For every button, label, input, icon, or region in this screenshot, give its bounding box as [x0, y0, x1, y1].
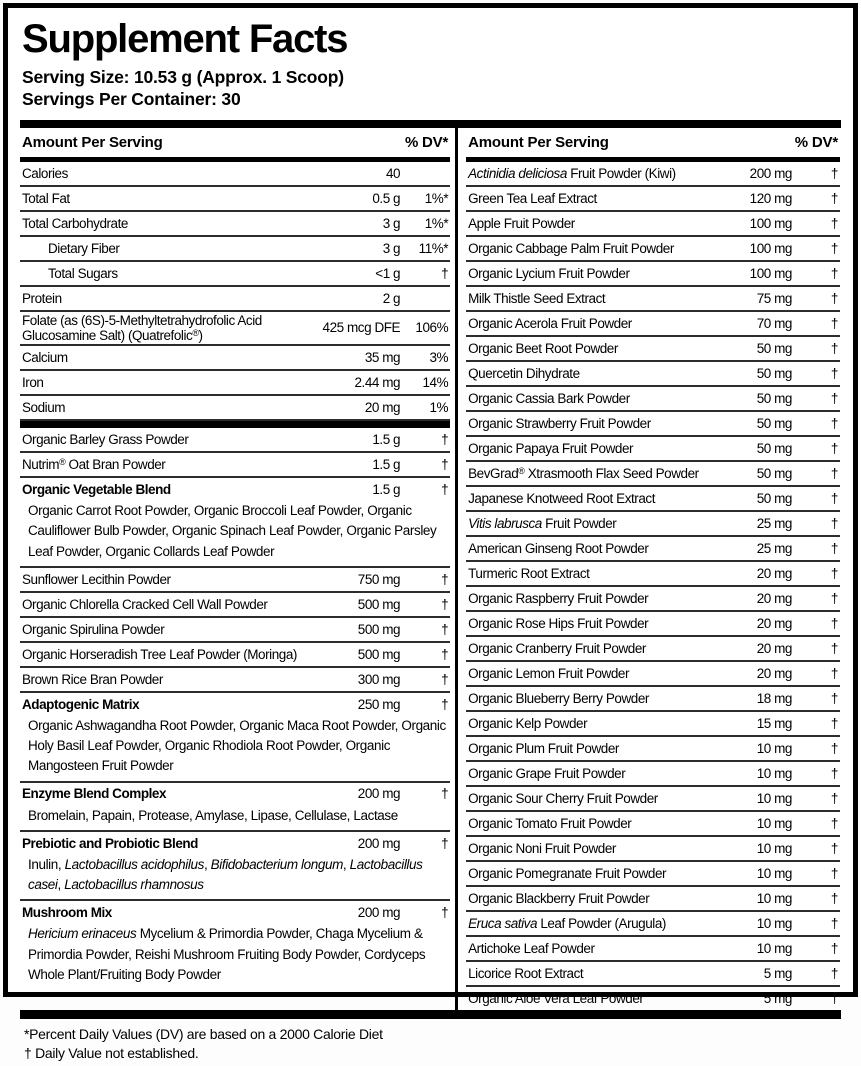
ingredient-name: Folate (as (6S)-5-Methyltetrahydrofolic Acid Glucosamine Salt) (Quatrefolic®): [22, 312, 262, 343]
ingredient-row: [466, 787, 840, 812]
ingredient-row: [466, 737, 840, 762]
ingredient-name: Brown Rice Bran Powder: [22, 671, 163, 687]
ingredient-dv: †: [830, 865, 838, 881]
ingredient-amount: 200 mg: [357, 835, 401, 851]
ingredient-dv: †: [830, 340, 838, 356]
servings-per-container-line: Servings Per Container: 30: [22, 89, 241, 110]
ingredient-row: [20, 187, 450, 212]
ingredient-name: Organic Beet Root Powder: [468, 340, 618, 356]
ingredient-row: [20, 693, 450, 783]
footnote-dv-note: *Percent Daily Values (DV) are based on a 2000 Calorie Diet: [24, 1025, 383, 1042]
ingredient-row: [20, 262, 450, 287]
ingredient-amount: 10 mg: [756, 815, 792, 831]
ingredient-amount: 35 mg: [364, 349, 401, 365]
ingredient-row: [20, 312, 450, 346]
ingredient-dv: †: [830, 890, 838, 906]
ingredient-amount: 3 g: [382, 215, 401, 231]
ingredient-row: [466, 537, 840, 562]
ingredient-name: Organic Vegetable Blend: [22, 481, 171, 497]
dv-header-label: % DV*: [794, 133, 838, 151]
ingredient-amount: 40: [386, 165, 401, 181]
ingredient-name: Actinidia deliciosa Fruit Powder (Kiwi): [468, 165, 676, 181]
ingredient-amount: 18 mg: [756, 690, 792, 706]
ingredient-amount: 5 mg: [763, 990, 792, 1006]
ingredient-name: Protein: [22, 290, 62, 306]
ingredient-dv: †: [441, 835, 449, 851]
ingredient-amount: 10 mg: [756, 890, 792, 906]
ingredient-row: [466, 487, 840, 512]
ingredient-dv: †: [830, 940, 838, 956]
ingredient-name: Dietary Fiber: [48, 240, 120, 256]
ingredient-name: Adaptogenic Matrix: [22, 696, 140, 712]
ingredient-row: [466, 637, 840, 662]
left-column-rows: [20, 162, 450, 989]
ingredient-amount: 3 g: [382, 240, 401, 256]
ingredient-row: [20, 618, 450, 643]
ingredient-dv: †: [441, 621, 449, 637]
ingredient-row: [20, 453, 450, 478]
ingredient-row: [20, 593, 450, 618]
ingredient-row: [466, 912, 840, 937]
ingredient-dv: †: [830, 390, 838, 406]
ingredient-dv: †: [830, 815, 838, 831]
ingredient-name: Organic Chlorella Cracked Cell Wall Powder: [22, 596, 268, 612]
ingredient-name: Organic Blueberry Berry Powder: [468, 690, 649, 706]
right-column: [455, 128, 841, 1010]
right-column-header: [466, 128, 840, 162]
ingredient-row: [20, 783, 450, 832]
ingredient-dv: †: [830, 740, 838, 756]
ingredient-dv: †: [441, 456, 449, 472]
ingredient-name: Prebiotic and Probiotic Blend: [22, 835, 198, 851]
supplement-label: [3, 3, 858, 1062]
ingredient-row: [466, 262, 840, 287]
ingredient-row: [466, 387, 840, 412]
ingredient-amount: 50 mg: [756, 440, 792, 456]
ingredient-dv: †: [830, 465, 838, 481]
ingredient-dv: †: [830, 540, 838, 556]
ingredient-dv: †: [830, 840, 838, 856]
amount-per-serving-label: Amount Per Serving: [22, 133, 163, 151]
ingredient-name: Calories: [22, 165, 68, 181]
ingredient-name: Organic Raspberry Fruit Powder: [468, 590, 649, 606]
ingredient-dv: †: [830, 990, 838, 1006]
ingredient-name: Eruca sativa Leaf Powder (Arugula): [468, 915, 666, 931]
ingredient-dv: †: [830, 590, 838, 606]
footnote-dagger-note: † Daily Value not established.: [24, 1045, 199, 1062]
ingredient-row: [20, 237, 450, 262]
ingredient-row: [466, 337, 840, 362]
ingredient-dv: 1%*: [424, 190, 449, 206]
facts-table: [20, 120, 841, 1010]
ingredient-row: [466, 887, 840, 912]
ingredient-name: Organic Tomato Fruit Powder: [468, 815, 632, 831]
ingredient-amount: 50 mg: [756, 390, 792, 406]
ingredient-dv: †: [441, 431, 449, 447]
ingredient-row: [20, 346, 450, 371]
ingredient-amount: 5 mg: [763, 965, 792, 981]
ingredient-dv: 1%*: [424, 215, 449, 231]
ingredient-dv: †: [830, 640, 838, 656]
ingredient-name: Organic Spirulina Powder: [22, 621, 165, 637]
ingredient-name: Nutrim® Oat Bran Powder: [22, 456, 166, 472]
ingredient-name: Green Tea Leaf Extract: [468, 190, 597, 206]
ingredient-dv: 3%: [429, 349, 449, 365]
ingredient-name: Organic Strawberry Fruit Powder: [468, 415, 651, 431]
ingredient-name: Organic Kelp Powder: [468, 715, 588, 731]
ingredient-dv: †: [830, 415, 838, 431]
ingredient-dv: †: [830, 965, 838, 981]
ingredient-row: [20, 371, 450, 396]
ingredient-amount: 2.44 mg: [354, 374, 401, 390]
ingredient-dv: 1%: [429, 399, 449, 415]
ingredient-dv: †: [830, 665, 838, 681]
blend-ingredients: Organic Ashwagandha Root Powder, Organic Maca Root Powder, Organic Holy Basil Leaf Powder, Organic Rhodiola Root Powder, Organic Mangosteen Fruit Powder: [28, 717, 446, 774]
ingredient-row: [20, 901, 450, 989]
ingredient-amount: 500 mg: [357, 596, 401, 612]
ingredient-row: [466, 762, 840, 787]
ingredient-amount: 50 mg: [756, 465, 792, 481]
ingredient-row: [20, 421, 450, 453]
ingredient-row: [20, 668, 450, 693]
ingredient-name: Organic Lycium Fruit Powder: [468, 265, 630, 281]
ingredient-dv: 106%: [415, 320, 449, 336]
ingredient-amount: 20 mg: [756, 565, 792, 581]
ingredient-dv: †: [441, 905, 449, 921]
ingredient-name: Organic Noni Fruit Powder: [468, 840, 616, 856]
ingredient-row: [466, 237, 840, 262]
ingredient-row: [466, 712, 840, 737]
ingredient-row: [20, 212, 450, 237]
ingredient-name: Organic Acerola Fruit Powder: [468, 315, 632, 331]
ingredient-name: Apple Fruit Powder: [468, 215, 575, 231]
ingredient-amount: 50 mg: [756, 415, 792, 431]
ingredient-row: [466, 987, 840, 1010]
ingredient-name: Sunflower Lecithin Powder: [22, 571, 171, 587]
ingredient-row: [466, 562, 840, 587]
ingredient-dv: 11%*: [418, 240, 449, 256]
ingredient-name: BevGrad® Xtrasmooth Flax Seed Powder: [468, 465, 699, 481]
ingredient-dv: †: [830, 190, 838, 206]
ingredient-row: [466, 212, 840, 237]
ingredient-amount: 50 mg: [756, 340, 792, 356]
ingredient-row: [20, 287, 450, 312]
ingredient-dv: †: [830, 315, 838, 331]
ingredient-amount: 20 mg: [756, 615, 792, 631]
ingredient-dv: †: [830, 790, 838, 806]
ingredient-row: [466, 962, 840, 987]
ingredient-amount: 500 mg: [357, 621, 401, 637]
ingredient-amount: 50 mg: [756, 490, 792, 506]
ingredient-name: Quercetin Dihydrate: [468, 365, 580, 381]
blend-ingredients: Organic Carrot Root Powder, Organic Broccoli Leaf Powder, Organic Cauliflower Bulb Powder, Organic Spinach Leaf Powder, Organic Parsley Leaf Powder, Organic Collards Leaf Powder: [28, 503, 437, 559]
ingredient-name: Milk Thistle Seed Extract: [468, 290, 606, 306]
page-title: Supplement Facts: [22, 17, 348, 61]
ingredient-name: Organic Pomegranate Fruit Powder: [468, 865, 667, 881]
ingredient-amount: 20 mg: [756, 640, 792, 656]
ingredient-name: Artichoke Leaf Powder: [468, 940, 595, 956]
ingredient-amount: 10 mg: [756, 765, 792, 781]
ingredient-row: [466, 512, 840, 537]
ingredient-dv: †: [441, 571, 449, 587]
ingredient-name: Organic Plum Fruit Powder: [468, 740, 619, 756]
ingredient-row: [466, 437, 840, 462]
ingredient-dv: †: [441, 646, 449, 662]
ingredient-amount: 50 mg: [756, 365, 792, 381]
ingredient-dv: †: [441, 696, 449, 712]
ingredient-row: [466, 312, 840, 337]
ingredient-name: Organic Sour Cherry Fruit Powder: [468, 790, 658, 806]
ingredient-row: [466, 587, 840, 612]
ingredient-amount: 20 mg: [756, 665, 792, 681]
ingredient-amount: 1.5 g: [372, 481, 401, 497]
ingredient-row: [466, 937, 840, 962]
ingredient-amount: 10 mg: [756, 915, 792, 931]
left-column: [20, 128, 455, 1010]
ingredient-amount: 100 mg: [749, 240, 792, 256]
ingredient-amount: 2 g: [382, 290, 401, 306]
ingredient-name: Total Carbohydrate: [22, 215, 128, 231]
ingredient-amount: 200 mg: [357, 786, 401, 802]
blend-ingredients: Bromelain, Papain, Protease, Amylase, Lipase, Cellulase, Lactase: [28, 807, 398, 823]
ingredient-amount: 10 mg: [756, 840, 792, 856]
ingredient-name: American Ginseng Root Powder: [468, 540, 649, 556]
ingredient-name: Organic Rose Hips Fruit Powder: [468, 615, 649, 631]
ingredient-dv: †: [830, 565, 838, 581]
ingredient-name: Organic Cassia Bark Powder: [468, 390, 630, 406]
ingredient-dv: †: [830, 765, 838, 781]
ingredient-row: [20, 162, 450, 187]
ingredient-amount: 25 mg: [756, 540, 792, 556]
ingredient-name: Enzyme Blend Complex: [22, 786, 167, 802]
ingredient-row: [466, 837, 840, 862]
ingredient-row: [466, 162, 840, 187]
ingredient-amount: 500 mg: [357, 646, 401, 662]
ingredient-name: Total Sugars: [48, 265, 118, 281]
ingredient-amount: 100 mg: [749, 215, 792, 231]
ingredient-row: [466, 362, 840, 387]
ingredient-row: [466, 187, 840, 212]
ingredient-amount: 10 mg: [756, 740, 792, 756]
ingredient-amount: 20 mg: [756, 590, 792, 606]
ingredient-amount: 300 mg: [357, 671, 401, 687]
ingredient-name: Turmeric Root Extract: [468, 565, 590, 581]
ingredient-row: [20, 568, 450, 593]
ingredient-dv: †: [830, 915, 838, 931]
ingredient-dv: †: [830, 265, 838, 281]
ingredient-amount: 10 mg: [756, 940, 792, 956]
ingredient-dv: †: [830, 490, 838, 506]
dv-header-label: % DV*: [404, 133, 449, 151]
ingredient-amount: 100 mg: [749, 265, 792, 281]
ingredient-dv: 14%: [422, 374, 449, 390]
ingredient-amount: 1.5 g: [372, 456, 401, 472]
ingredient-amount: 250 mg: [357, 696, 401, 712]
ingredient-row: [466, 462, 840, 487]
ingredient-amount: 10 mg: [756, 865, 792, 881]
blend-ingredients: Hericium erinaceus Mycelium & Primordia Powder, Chaga Mycelium & Primordia Powder, Reishi Mushroom Fruiting Body Powder, Cordyceps Whole Plant/Fruiting Body Powder: [28, 926, 426, 982]
ingredient-amount: 70 mg: [756, 315, 792, 331]
ingredient-name: Organic Grape Fruit Powder: [468, 765, 626, 781]
ingredient-name: Organic Barley Grass Powder: [22, 431, 189, 447]
ingredient-dv: †: [441, 596, 449, 612]
ingredient-name: Organic Papaya Fruit Powder: [468, 440, 634, 456]
ingredient-dv: †: [830, 690, 838, 706]
ingredient-row: [466, 687, 840, 712]
ingredient-row: [466, 862, 840, 887]
ingredient-dv: †: [830, 290, 838, 306]
ingredient-row: [20, 396, 450, 421]
ingredient-name: Organic Lemon Fruit Powder: [468, 665, 629, 681]
ingredient-dv: †: [830, 615, 838, 631]
ingredient-name: Organic Cabbage Palm Fruit Powder: [468, 240, 674, 256]
ingredient-dv: †: [830, 365, 838, 381]
ingredient-name: Japanese Knotweed Root Extract: [468, 490, 655, 506]
ingredient-amount: 120 mg: [749, 190, 792, 206]
right-column-rows: [466, 162, 840, 1010]
serving-size-line: Serving Size: 10.53 g (Approx. 1 Scoop): [22, 67, 344, 87]
ingredient-row: [466, 612, 840, 637]
blend-ingredients: Inulin, Lactobacillus acidophilus, Bifidobacterium longum, Lactobacillus casei, Lactobacillus rhamnosus: [28, 856, 423, 892]
ingredient-dv: †: [830, 215, 838, 231]
ingredient-row: [466, 662, 840, 687]
ingredient-name: Organic Blackberry Fruit Powder: [468, 890, 650, 906]
ingredient-dv: †: [441, 786, 449, 802]
ingredient-name: Organic Cranberry Fruit Powder: [468, 640, 646, 656]
footnotes: [20, 1019, 841, 1066]
ingredient-name: Sodium: [22, 399, 66, 415]
left-column-header: [20, 128, 450, 162]
ingredient-dv: †: [830, 715, 838, 731]
ingredient-amount: 20 mg: [364, 399, 401, 415]
ingredient-dv: †: [441, 481, 449, 497]
ingredient-amount: 750 mg: [357, 571, 401, 587]
ingredient-amount: 425 mcg DFE: [322, 320, 401, 336]
ingredient-dv: †: [830, 515, 838, 531]
ingredient-name: Organic Aloe Vera Leaf Powder: [468, 990, 644, 1006]
ingredient-amount: 15 mg: [756, 715, 792, 731]
ingredient-name: Organic Horseradish Tree Leaf Powder (Moringa): [22, 646, 297, 662]
ingredient-dv: †: [830, 165, 838, 181]
amount-per-serving-label: Amount Per Serving: [468, 133, 609, 151]
ingredient-name: Vitis labrusca Fruit Powder: [468, 515, 617, 531]
ingredient-name: Total Fat: [22, 190, 70, 206]
ingredient-name: Licorice Root Extract: [468, 965, 584, 981]
ingredient-dv: †: [441, 265, 449, 281]
ingredient-amount: 1.5 g: [372, 431, 401, 447]
ingredient-row: [20, 478, 450, 568]
ingredient-name: Mushroom Mix: [22, 905, 112, 921]
ingredient-amount: <1 g: [375, 265, 401, 281]
ingredient-amount: 75 mg: [756, 290, 792, 306]
ingredient-row: [466, 287, 840, 312]
ingredient-row: [466, 812, 840, 837]
ingredient-amount: 200 mg: [357, 905, 401, 921]
ingredient-amount: 10 mg: [756, 790, 792, 806]
ingredient-row: [466, 412, 840, 437]
ingredient-row: [20, 832, 450, 902]
ingredient-row: [20, 643, 450, 668]
ingredient-amount: 25 mg: [756, 515, 792, 531]
ingredient-amount: 200 mg: [749, 165, 792, 181]
ingredient-name: Calcium: [22, 349, 68, 365]
ingredient-amount: 0.5 g: [372, 190, 401, 206]
ingredient-name: Iron: [22, 374, 44, 390]
ingredient-dv: †: [441, 671, 449, 687]
ingredient-dv: †: [830, 240, 838, 256]
ingredient-dv: †: [830, 440, 838, 456]
bottom-divider-bar: [20, 1010, 841, 1019]
